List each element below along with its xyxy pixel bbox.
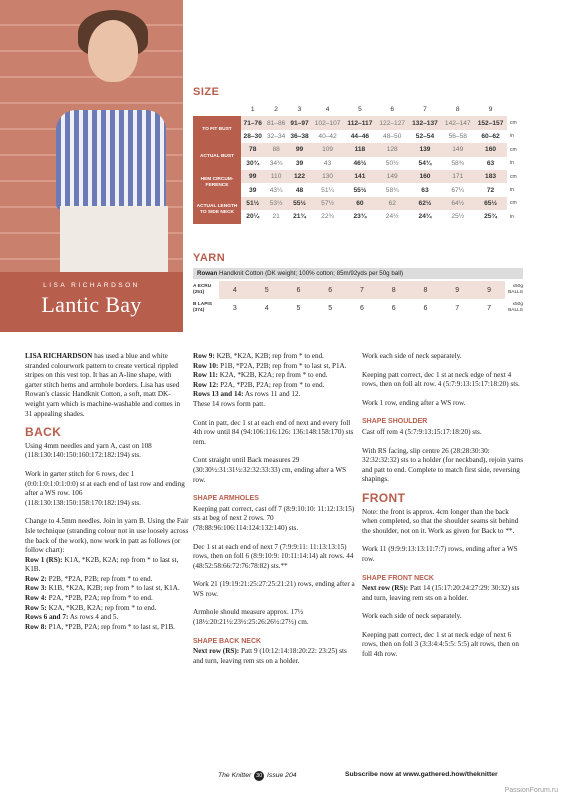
size-cell: 171 [441,170,474,183]
size-number: 1 [250,106,255,114]
size-cell: 51½ [241,197,264,210]
size-cell: 149 [441,143,474,156]
size-cell: 36–38 [290,132,309,140]
unit-label: in [510,213,514,220]
front-heading: FRONT [362,490,406,505]
yarn-cell: 7 [487,304,492,312]
yarn-cell: 6 [314,281,346,299]
size-number: 3 [297,106,302,114]
size-cell: 67¼ [451,186,465,194]
size-number: 7 [423,106,427,114]
intro-paragraph: LISA RICHARDSON has used a blue and white stranded colourwork pattern to create vertical rippled stripes on this vest top. It has an A-line shape, with garter stitch hems and armhole borders. Lisa has used Rowan's classic Handknit Cotton, a soft, matt DK-weight yarn which is machine-washable and comes in 31 appealing shades. [25,352,181,418]
size-cell: 112–117 [344,116,376,129]
size-cell: 55½ [288,197,311,210]
size-cell: 22¾ [321,213,335,221]
size-heading: SIZE [193,86,220,98]
yarn-cell: 6 [283,281,315,299]
size-cell: 28–30 [243,132,262,140]
paragraph: Work 1 row, ending after a WS row. [362,398,466,407]
unit-label: in [510,160,514,167]
size-cell: 81–86 [264,116,287,129]
size-table [193,103,523,224]
size-cell: 60 [344,197,376,210]
yarn-cell: 6 [391,304,396,312]
unit-label: cm [510,146,517,153]
back-neck-heading: SHAPE BACK NECK [193,637,262,645]
size-cell: 63 [486,159,495,167]
designer-name: LISA RICHARDSON [43,282,140,289]
size-cell: 130 [311,170,344,183]
row-instruction: Row 11: K2A, *K2B, K2A; rep from * to end. [193,371,328,380]
row-instruction: Rows 6 and 7: As rows 4 and 5. [25,613,119,622]
size-cell: 160 [474,143,507,156]
size-cell: 139 [409,143,442,156]
column-3 [362,352,526,669]
watermark: PassionForum.ru [504,787,558,794]
paragraph: Change to 4.5mm needles. Join in yarn B. Using the Fair Isle technique (stranding colour not in use loosely across the back of the work), now work in patt as follows (or follow chart): [25,517,189,555]
row-instruction: Row 5: K2A, *K2B, K2A; rep from * to end. [25,603,157,612]
size-cell: 183 [474,170,507,183]
yarn-cell: 9 [473,281,505,299]
yarn-description: Rowan Handknit Cotton (DK weight; 100% cotton; 85m/92yds per 50g ball) [193,268,523,279]
column-1 [25,352,189,632]
yarn-cell: 4 [264,304,269,312]
size-cell: 102–107 [311,116,344,129]
size-cell: 142–147 [441,116,474,129]
size-cell: 34¾ [269,159,283,167]
paragraph: These 14 rows form patt. [193,399,266,408]
unit-label: in [510,133,514,140]
size-cell: 46½ [353,159,367,167]
paragraph: Work 21 (19:19:21:25:27:25:21:21) rows, ending after a WS row. [193,580,355,598]
title-band [0,272,183,332]
yarn-cell: 9 [441,281,473,299]
paragraph: Note: the front is approx. 4cm longer than the back when completed, so that the shoulder seams sit behind the shoulder, not on it. Work as given for Back to **. [362,507,519,535]
size-cell: 43¼ [269,186,283,194]
yarn-cell: 3 [232,304,237,312]
size-cell: 44–46 [350,132,370,140]
paragraph: Keeping patt correct, dec 1 st at neck edge of next 4 rows, then on foll alt row. 4 (5:7:9:13:15:17:18:20) sts. [362,370,520,389]
paragraph: Work 11 (9:9:9:13:13:11:7:7) rows, ending after a WS row. [362,545,518,563]
size-cell: 110 [264,170,287,183]
yarn-cell: 5 [296,304,301,312]
size-cell: 65½ [474,197,507,210]
size-cell: 152–157 [474,116,507,129]
yarn-cell: 5 [251,281,283,299]
yarn-table [193,281,523,317]
size-cell: 128 [376,143,409,156]
size-cell: 91–97 [288,116,311,129]
size-cell: 132–137 [409,116,442,129]
size-cell: 24½ [385,213,399,221]
size-cell: 48–50 [383,132,402,140]
size-cell: 57½ [311,197,344,210]
paragraph: Cont straight until Back measures 29 (30:30½:31:31½:32:32:33:33) cm, ending after a WS row. [193,456,347,484]
size-cell: 56–58 [448,132,467,140]
row-instruction: Row 9: K2B, *K2A, K2B; rep from * to end. [193,352,324,360]
size-cell: 62½ [409,197,442,210]
paragraph: Keeping patt correct, cast off 7 (8:9:10:10: 11:12:13:15) sts at beg of next 2 rows. 70 (78:88:96:106:114:124:132:140) sts. [193,504,355,532]
model-photo [0,0,183,272]
front-neck-heading: SHAPE FRONT NECK [362,574,434,582]
paragraph: Dec 1 st at each end of next 7 (7:9:9:11: 11:13:13:15) rows, then on foll 6 (8:9:10:9: 10:11:14:14) alt rows. 44 (48:52:58:66:72:76:78:82) sts.** [193,542,354,570]
size-cell: 72 [486,186,495,194]
size-cell: 71–76 [241,116,264,129]
row-instruction: Rows 13 and 14: As rows 11 and 12. [193,390,301,399]
size-cell: 39 [295,159,304,167]
size-cell: 118 [344,143,376,156]
size-cell: 51¼ [321,186,335,194]
paragraph: Next row (RS): Patt 9 (10:12:14:18:20:22: 23:25) sts and turn, leaving rem sts on a holder. [193,647,347,665]
unit-label: x50g BALLS [508,302,523,313]
yarn-cell: 4 [219,281,251,299]
size-cell: 23¾ [353,213,367,221]
size-cell: 160 [409,170,442,183]
size-number: 6 [390,106,395,114]
paragraph: Work each side of neck separately. [362,352,462,360]
size-cell: 39 [249,186,257,194]
size-cell: 58¾ [451,159,465,167]
unit-label: cm [510,120,517,127]
size-row-label: ACTUAL BUST [193,143,241,170]
yarn-shade-label: A ECRU (251) [193,284,212,295]
size-cell: 52–54 [415,132,435,140]
yarn-cell: 7 [455,304,460,312]
size-cell: 21 [272,213,280,221]
back-heading: BACK [25,425,62,440]
paragraph: Using 4mm needles and yarn A, cast on 108 (118:130:140:150:160:172:182:194) sts. [25,441,152,460]
size-number: 2 [274,106,278,114]
paragraph: Keeping patt correct, dec 1 st at neck edge of next 6 rows, then on foll 3 (3:3:4:4:5:5: 5:5) alt rows, then on foll 4th row. [362,630,519,659]
row-instruction: Row 12: P2A, *P2B, P2A; rep from * to end. [193,380,325,389]
size-cell: 43 [323,159,332,167]
row-instruction: Row 3: K1B, *K2A, K2B; rep from * to last st, K1A. [25,584,180,593]
yarn-cell: 6 [359,304,364,312]
row-instruction: Row 8: P1A, *P2B, P2A; rep from * to last st, P1B. [25,622,175,631]
footer-issue: The Knitter 30 Issue 204 [218,772,297,779]
paragraph: Cont in patt, dec 1 st at each end of next and every foll 4th row until 84 (94:106:116:126: 136:148:158:170) sts rem. [193,418,354,446]
size-cell: 122–127 [376,116,409,129]
size-cell: 25¾ [484,213,497,221]
size-cell: 60–62 [481,132,500,140]
size-cell: 99 [241,170,264,183]
yarn-cell: 6 [423,304,428,312]
size-cell: 78 [241,143,264,156]
size-cell: 141 [344,170,376,183]
size-cell: 25½ [451,213,465,221]
page-number: 30 [256,773,263,779]
yarn-heading: YARN [193,252,226,264]
unit-label: x50g BALLS [508,284,523,295]
yarn-cell: 8 [410,281,442,299]
size-cell: 21¾ [293,213,306,221]
column-2 [193,352,357,675]
size-cell: 109 [311,143,344,156]
paragraph: Next row (RS): Patt 14 (15:17:20:24:27:29: 30:32) sts and turn, leaving rem sts on a holder. [362,584,520,602]
size-number: 9 [488,106,493,114]
size-cell: 149 [376,170,409,183]
size-number: 4 [325,106,330,114]
yarn-cell: 8 [378,281,410,299]
unit-label: cm [510,200,517,207]
size-cell: 24¾ [418,213,432,221]
pattern-title: Lantic Bay [41,292,142,317]
unit-label: in [510,187,514,194]
size-cell: 53½ [264,197,287,210]
paragraph: Work each side of neck separately. [362,612,462,621]
row-instruction: Row 2: P2B, *P2A, P2B; rep from * to end. [25,574,153,583]
size-cell: 99 [288,143,311,156]
size-cell: 20¼ [246,213,260,221]
size-cell: 32–34 [266,132,286,140]
size-row-label: TO FIT BUST [193,116,241,143]
size-cell: 55½ [353,186,367,194]
row-instruction: Row 10: P1B, *P2A, P2B; rep from * to last st, P1A. [193,361,347,370]
unit-label: cm [510,173,517,180]
size-number: 5 [358,106,362,114]
size-cell: 122 [288,170,311,183]
paragraph: Armhole should measure approx. 17½ (18½:20:21½:23½:25:26:26½:27½) cm. [193,608,309,627]
size-cell: 30¾ [246,159,260,167]
size-cell: 58¾ [385,186,399,194]
yarn-shade-label: B LAPIS (374) [193,302,212,313]
size-number: 8 [455,106,460,114]
size-cell: 62 [376,197,409,210]
yarn-cell: 7 [346,281,378,299]
paragraph: With RS facing, slip centre 26 (28:28:30:30: 32:32:32:32) sts to a holder (for neckband), rejoin yarns and patt to end. Complete to match first side, reversing shapings. [362,446,524,484]
size-cell: 88 [264,143,287,156]
size-cell: 48 [295,186,304,194]
yarn-cell: 5 [328,304,333,312]
row-instruction: Row 1 (RS): K1A, *K2B, K2A; rep from * to last st, K1B. [25,555,179,574]
shoulder-heading: SHAPE SHOULDER [362,418,428,426]
size-cell: 63 [421,186,429,194]
footer-subscribe: Subscribe now at www.gathered.how/theknitter [345,771,498,778]
paragraph: Cast off rem 4 (5:7:9:13:15:17:18:20) sts. [362,427,482,436]
armholes-heading: SHAPE ARMHOLES [193,495,259,503]
size-cell: 54¾ [418,159,432,167]
row-instruction: Row 4: P2A, *P2B, P2A; rep from * to end. [25,594,153,603]
size-row-label: ACTUAL LENGTH TO SIDE NECK [193,197,241,224]
paragraph: Work in garter stitch for 6 rows, dec 1 (0:0:1:0:1:0:1:0:0) st at each end of last row and ending after a WS row. 106 (118:130:138:150:158:170:182:194) sts. [25,469,185,507]
size-cell: 50½ [385,159,399,167]
size-row-label: HEM CIRCUM-FERENCE [193,170,241,197]
size-cell: 64½ [441,197,474,210]
size-cell: 40–42 [318,132,337,140]
